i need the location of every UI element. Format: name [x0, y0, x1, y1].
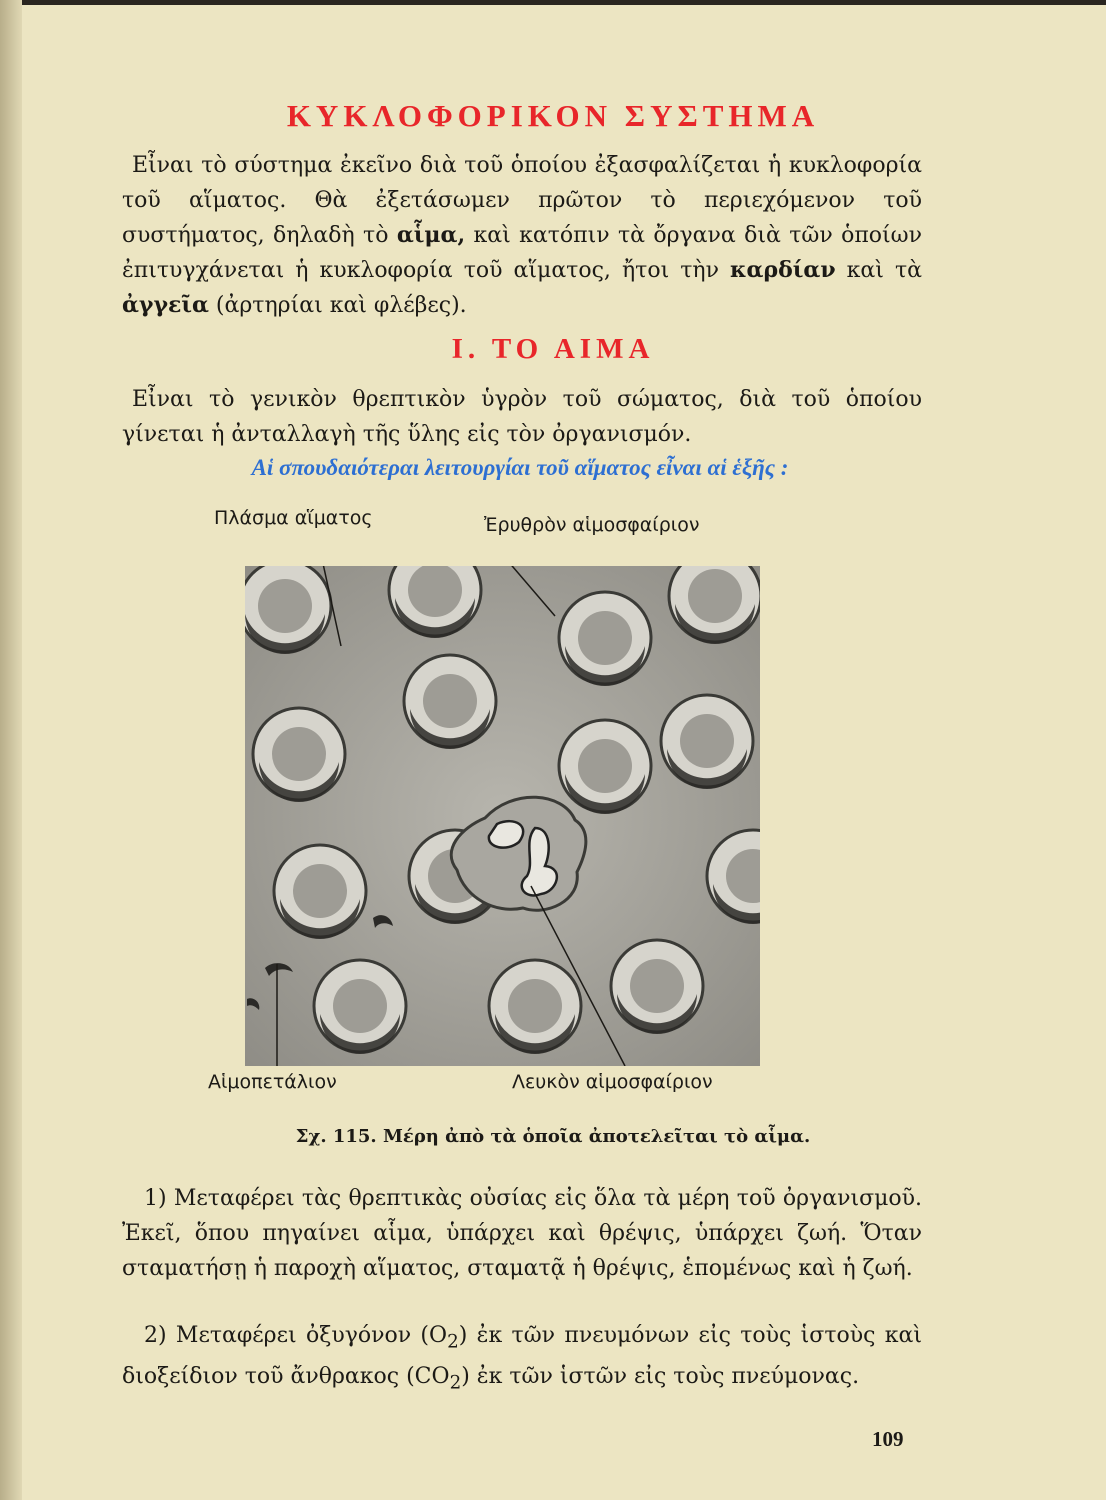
blood-cells-figure: [245, 566, 760, 1066]
page-number: 109: [872, 1427, 904, 1451]
label-red-blood-cell: Ἐρυθρὸν αἱμοσφαίριον: [484, 514, 700, 536]
label-platelet: Αἱμοπετάλιον: [208, 1071, 337, 1093]
label-plasma: Πλάσμα αἵματος: [214, 507, 373, 529]
chapter-title: ΚΥΚΛΟΦΟΡΙΚΟΝ ΣΥΣΤΗΜΑ: [286, 98, 820, 133]
bold-term-blood: αἷμα,: [396, 222, 466, 248]
page-top-edge: [0, 0, 1106, 5]
function-item-1: 1) Μεταφέρει τὰς θρεπτικὰς οὐσίας εἰς ὅλα τὰ μέρη τοῦ ὀργανισμοῦ. Ἐκεῖ, ὅπου πηγαίνει αἷμα, ὑπάρχει καὶ θρέψις, ὑπάρχει ζωή. Ὅταν σταματήσῃ ἡ παροχὴ αἵματος, σταματᾷ ἡ θρέψις, ἑπομένως καὶ ἡ ζωή.: [122, 1186, 922, 1281]
intro-paragraph: Εἶναι τὸ σύστημα ἐκεῖνο διὰ τοῦ ὁποίου ἐξασφαλίζεται ἡ κυκλοφορία τοῦ αἵματος. Θὰ ἐξετάσωμεν πρῶτον τὸ περιεχόμενον τοῦ συστήματος, δηλαδὴ τὸ αἷμα, καὶ κατόπιν τὰ ὄργανα διὰ τῶν ὁποίων ἐπιτυγχάνεται ἡ κυκλοφορία τοῦ αἵματος, ἤτοι τὴν καρδίαν καὶ τὰ ἀγγεῖα (ἀρτηρίαι καὶ φλέβες).: [122, 153, 923, 318]
label-white-blood-cell: Λευκὸν αἱμοσφαίριον: [512, 1071, 713, 1093]
figure-caption: Σχ. 115. Μέρη ἀπὸ τὰ ὁποῖα ἀποτελεῖται τὸ αἷμα.: [295, 1126, 811, 1147]
function-item-2: 2) Μεταφέρει ὀξυγόνον $(O_2)$ ἐκ τῶν πνευμόνων εἰς τοὺς ἱστοὺς καὶ διοξείδιον τοῦ ἄνθρακος $(CO_2)$ ἐκ τῶν ἱστῶν εἰς τοὺς πνεύμονας.: [122, 1323, 923, 1394]
functions-heading: Αἱ σπουδαιότεραι λειτουργίαι τοῦ αἵματος εἶναι αἱ ἑξῆς :: [251, 455, 789, 480]
definition-paragraph: Εἶναι τὸ γενικὸν θρεπτικὸν ὑγρὸν τοῦ σώματος, διὰ τοῦ ὁποίου γίνεται ἡ ἀνταλλαγὴ τῆς ὕλης εἰς τὸν ὀργανισμόν.: [122, 387, 922, 447]
bold-term-vessels: ἀγγεῖα: [122, 292, 209, 318]
bold-term-heart: καρδίαν: [730, 257, 836, 283]
book-spine-shadow: [0, 0, 22, 1500]
section-title: Ι. ΤΟ ΑΙΜΑ: [451, 333, 655, 365]
